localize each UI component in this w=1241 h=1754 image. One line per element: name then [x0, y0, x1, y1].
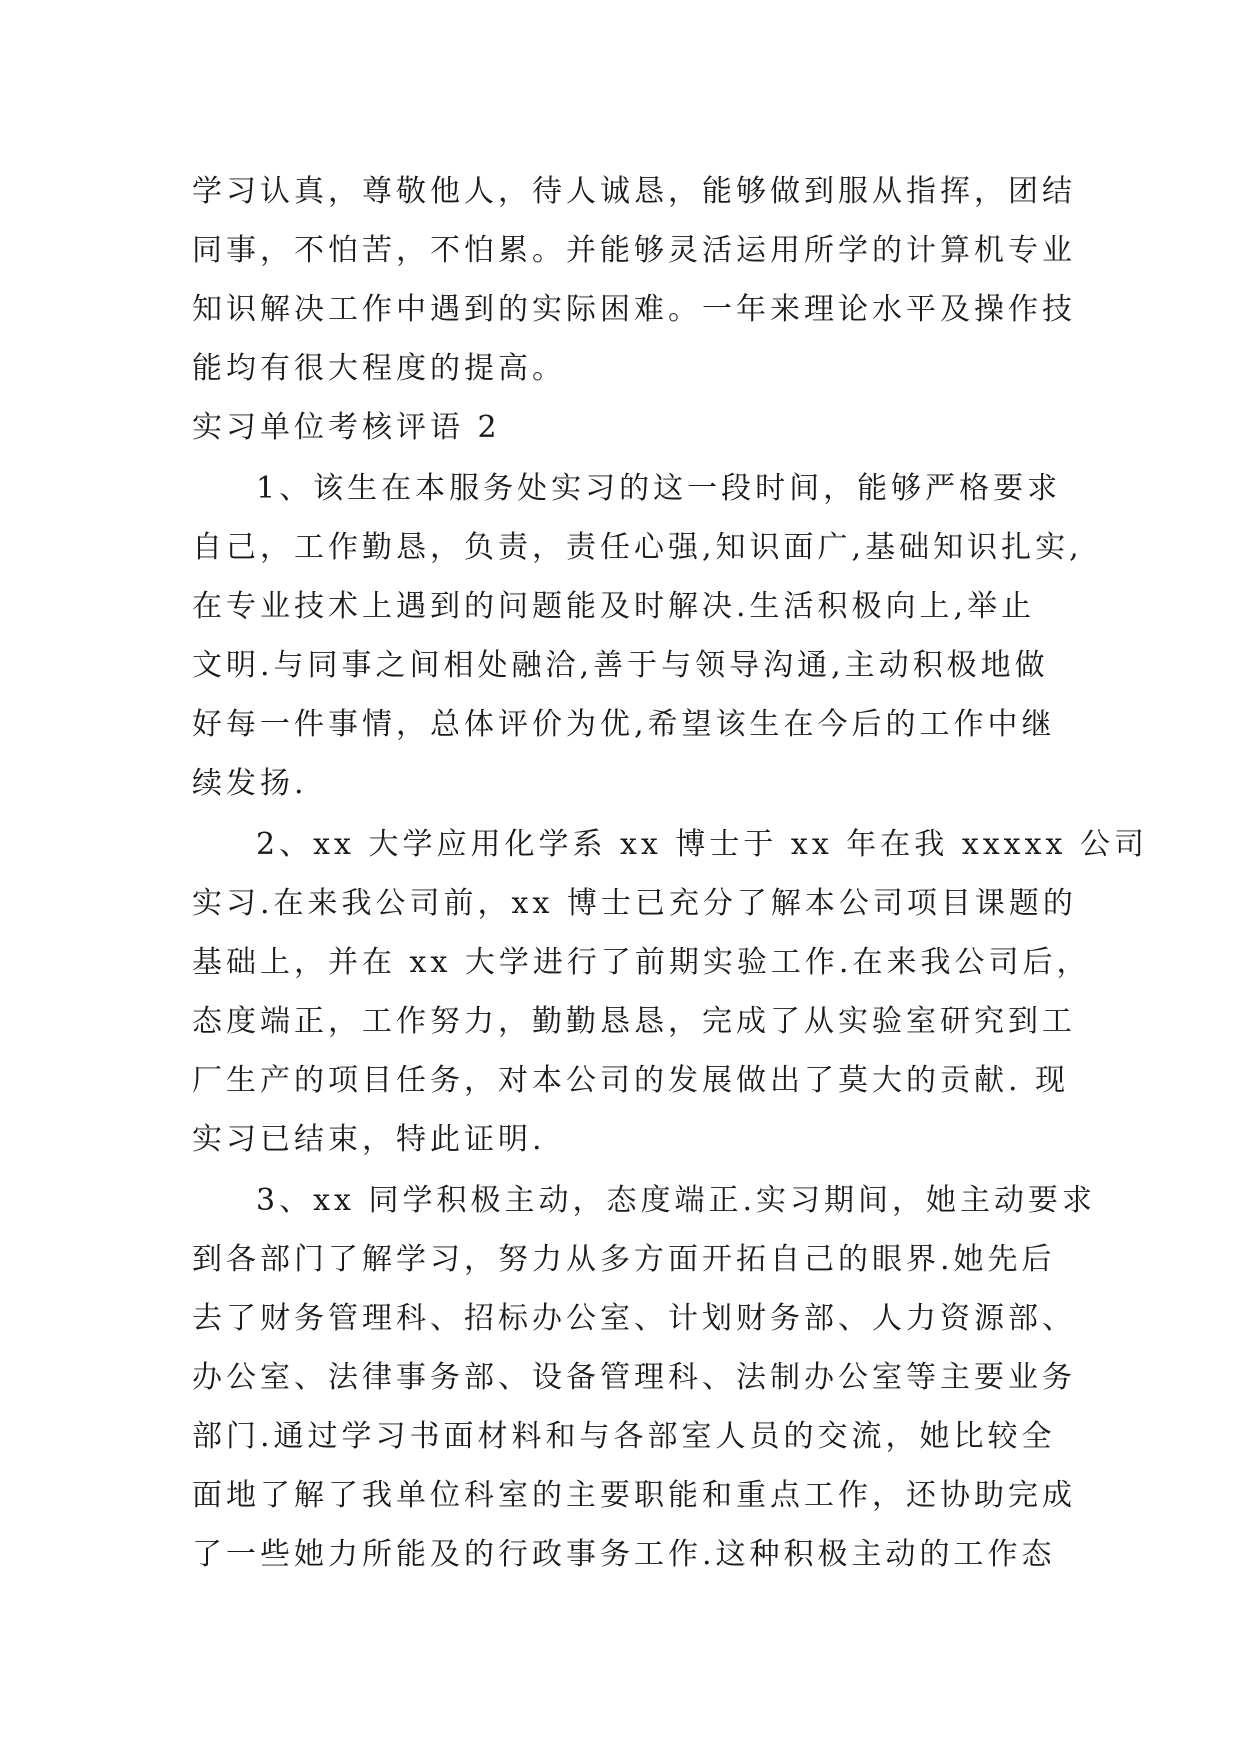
paragraph-3: [192, 1171, 1096, 1584]
paragraph-2: [192, 815, 1148, 1169]
text-line: 知识解决工作中遇到的实际困难。一年来理论水平及操作技: [192, 292, 1076, 327]
paragraph-1: [192, 459, 1083, 813]
section-heading: 实习单位考核评语 2: [192, 410, 501, 445]
text-line: 自己，工作勤恳，负责，责任心强,知识面广,基础知识扎实,: [192, 530, 1083, 565]
text-line: 能均有很大程度的提高。: [192, 351, 566, 386]
text-line: 实习.在来我公司前，xx 博士已充分了解本公司项目课题的: [192, 886, 1077, 921]
text-line: 续发扬.: [192, 766, 308, 801]
text-line: 了一些她力所能及的行政事务工作.这种积极主动的工作态: [192, 1537, 1056, 1572]
text-line: 办公室、法律事务部、设备管理科、法制办公室等主要业务: [192, 1360, 1076, 1395]
text-line: 3、xx 同学积极主动，态度端正.实习期间，她主动要求: [256, 1183, 1096, 1218]
text-line: 实习已结束，特此证明.: [192, 1122, 546, 1157]
text-line: 部门.通过学习书面材料和与各部室人员的交流，她比较全: [192, 1419, 1056, 1454]
text-line: 好每一件事情，总体评价为优,希望该生在今后的工作中继: [192, 707, 1056, 742]
text-line: 基础上，并在 xx 大学进行了前期实验工作.在来我公司后，: [192, 945, 1091, 980]
text-line: 1、该生在本服务处实习的这一段时间，能够严格要求: [256, 471, 1062, 506]
text-line: 到各部门了解学习，努力从多方面开拓自己的眼界.她先后: [192, 1242, 1056, 1277]
document-body: [192, 162, 1148, 1584]
text-line: 在专业技术上遇到的问题能及时解决.生活积极向上,举止: [192, 589, 1036, 624]
text-line: 同事，不怕苦，不怕累。并能够灵活运用所学的计算机专业: [192, 233, 1076, 268]
intro-paragraph: [192, 162, 1076, 398]
text-line: 面地了解了我单位科室的主要职能和重点工作，还协助完成: [192, 1478, 1076, 1513]
text-line: 文明.与同事之间相处融洽,善于与领导沟通,主动积极地做: [192, 648, 1049, 683]
text-line: 学习认真，尊敬他人，待人诚恳，能够做到服从指挥，团结: [192, 174, 1076, 209]
text-line: 去了财务管理科、招标办公室、计划财务部、人力资源部、: [192, 1301, 1076, 1336]
text-line: 厂生产的项目任务，对本公司的发展做出了莫大的贡献. 现: [192, 1063, 1070, 1098]
text-line: 2、xx 大学应用化学系 xx 博士于 xx 年在我 xxxxx 公司: [256, 827, 1148, 862]
text-line: 态度端正，工作努力，勤勤恳恳，完成了从实验室研究到工: [192, 1004, 1076, 1039]
